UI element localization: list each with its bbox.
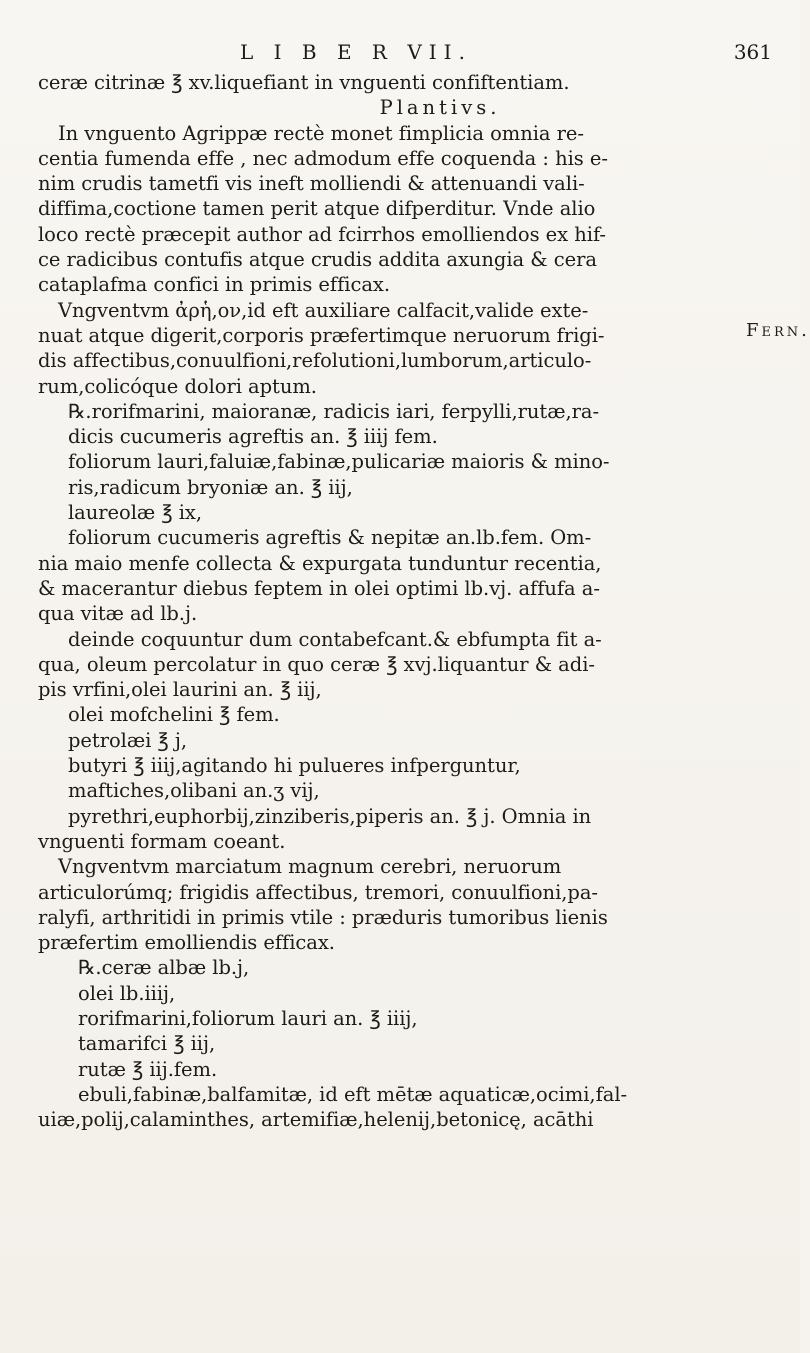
recipe-line: laureolæ ℥ ix, bbox=[68, 501, 202, 525]
margin-note: Fern. bbox=[746, 320, 810, 341]
recipe-line: ebuli,fabinæ,balfamitæ, id eft mētæ aquaticæ,ocimi,fal- bbox=[78, 1082, 628, 1106]
text-line: loco rectè præcepit author ad fcirrhos emolliendos ex hif- bbox=[38, 222, 606, 246]
recipe-line: olei mofchelini ℥ fem. bbox=[68, 703, 280, 727]
recipe-line: rutæ ℥ iij.fem. bbox=[78, 1057, 218, 1081]
text-line: qua vitæ ad lb.j. bbox=[38, 602, 198, 626]
text-line: uiæ,polij,calaminthes, artemifiæ,helenij,betonicę, acāthi bbox=[38, 1108, 594, 1132]
text-line: nim crudis tametfi vis ineft molliendi & attenuandi vali- bbox=[38, 172, 585, 196]
text-line: nia maio menfe collecta & expurgata tunduntur recentia, bbox=[38, 551, 602, 575]
text-line: præfertim emolliendis efficax. bbox=[38, 931, 335, 955]
text-line: pis vrfini,olei laurini an. ℥ iij, bbox=[38, 678, 322, 702]
recipe-line: dicis cucumeris agreftis an. ℥ iiij fem. bbox=[68, 425, 438, 449]
text-line: diffima,coctione tamen perit atque difperditur. Vnde alio bbox=[38, 197, 596, 221]
page-header bbox=[0, 40, 800, 70]
recipe-line: petrolæi ℥ j, bbox=[68, 728, 187, 752]
text-line: ce radicibus contufis atque crudis addita axungia & cera bbox=[38, 248, 597, 272]
recipe-line: ℞.ceræ albæ lb.j, bbox=[78, 956, 250, 980]
text-line: ralyfi, arthritidi in primis vtile : præduris tumoribus lienis bbox=[38, 905, 608, 929]
page-number: 361 bbox=[733, 40, 772, 64]
recipe-line: ℞.rorifmarini, maioranæ, radicis iari, ferpylli,rutæ,ra- bbox=[68, 399, 600, 423]
text-line: Vngventvm ἀρἡ,ον,id eft auxiliare calfacit,valide exte- bbox=[58, 298, 589, 322]
text-line: dis affectibus,conuulfioni,refolutioni,lumborum,articulo- bbox=[38, 349, 592, 373]
text-line: Vngventvm marciatum magnum cerebri, neruorum bbox=[58, 855, 562, 879]
text-line: qua, oleum percolatur in quo ceræ ℥ xvj.liquantur & adi- bbox=[38, 652, 595, 676]
recipe-line: butyri ℥ iiij,agitando hi pulueres infperguntur, bbox=[68, 754, 521, 778]
recipe-line: olei lb.iiij, bbox=[78, 981, 176, 1005]
section-heading: Plantivs. bbox=[379, 96, 501, 120]
page-body bbox=[38, 70, 782, 1132]
running-head: L I B E R VII. bbox=[240, 40, 472, 64]
recipe-line: foliorum lauri,faluiæ,fabinæ,pulicariæ maioris & mino- bbox=[68, 450, 610, 474]
recipe-line: tamarifci ℥ iij, bbox=[78, 1032, 216, 1056]
text-line: ceræ citrinæ ℥ xv.liquefiant in vnguenti confiftentiam. bbox=[38, 71, 570, 94]
recipe-line: rorifmarini,foliorum lauri an. ℥ iiij, bbox=[78, 1006, 418, 1030]
text-line: deinde coquuntur dum contabefcant.& ebfumpta fit a- bbox=[68, 627, 602, 651]
text-line: vnguenti formam coeant. bbox=[38, 829, 286, 853]
text-line: cataplafma confici in primis efficax. bbox=[38, 273, 390, 297]
text-line: rum,colicóque dolori aptum. bbox=[38, 374, 317, 398]
text-line: In vnguento Agrippæ rectè monet fimplicia omnia re- bbox=[58, 121, 584, 145]
recipe-line: pyrethri,euphorbij,zinziberis,piperis an. ℥ j. Omnia in bbox=[68, 804, 592, 828]
text-line: & macerantur diebus feptem in olei optimi lb.vj. affufa a- bbox=[38, 576, 600, 600]
text-line: articulorúmq; frigidis affectibus, tremori, conuulfioni,pa- bbox=[38, 880, 598, 904]
recipe-line: maftiches,olibani an.ʒ vij, bbox=[68, 779, 320, 803]
recipe-line: foliorum cucumeris agreftis & nepitæ an.lb.fem. Om- bbox=[68, 526, 592, 550]
text-line: nuat atque digerit,corporis præfertimque neruorum frigi- bbox=[38, 323, 605, 347]
text-line: centia fumenda effe , nec admodum effe coquenda : his e- bbox=[38, 146, 608, 170]
recipe-line: ris,radicum bryoniæ an. ℥ iij, bbox=[68, 475, 353, 499]
